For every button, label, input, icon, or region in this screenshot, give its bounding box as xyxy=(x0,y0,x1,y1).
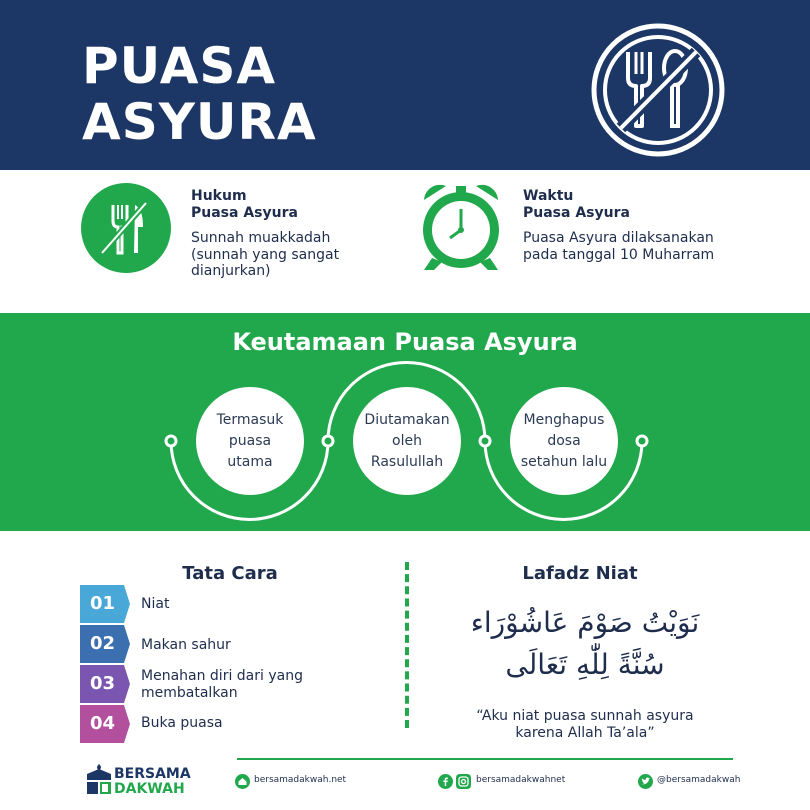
step-3-text xyxy=(141,668,303,701)
logo-text-dakwah: DAKWAH xyxy=(114,781,185,797)
step-2-text-line-1: Makan sahur xyxy=(141,637,231,653)
twitter-icon[interactable] xyxy=(638,774,653,789)
section-divider xyxy=(405,562,409,728)
keutamaan-item-2-line-3: Rasulullah xyxy=(370,453,444,470)
keutamaan-item-1-line-3: utama xyxy=(227,453,273,470)
waktu-description xyxy=(523,230,714,263)
alarm-clock-icon xyxy=(418,178,504,274)
hukum-title xyxy=(191,188,298,222)
hukum-desc-line-3: dianjurkan) xyxy=(191,263,271,279)
step-3-number: 03 xyxy=(89,673,116,694)
arabic-line-2: سُنَّةً لِلّٰهِ تَعَالَى xyxy=(505,648,665,681)
keutamaan-item-3-line-1: Menghapus xyxy=(523,411,605,428)
translation-line-1: “Aku niat puasa sunnah asyura xyxy=(476,708,694,724)
step-2-text xyxy=(141,637,231,654)
step-1-text xyxy=(141,596,169,613)
twitter-handle[interactable]: @bersamadakwah xyxy=(657,775,741,785)
keutamaan-item-1-line-1: Termasuk xyxy=(216,411,284,428)
step-4-number: 04 xyxy=(89,713,116,734)
social-handle-fb-ig[interactable]: bersamadakwahnet xyxy=(476,775,566,785)
title-line-1: PUASA xyxy=(82,37,277,95)
home-icon xyxy=(235,774,250,789)
step-4-text-line-1: Buka puasa xyxy=(141,715,223,731)
cutlery-icon xyxy=(80,183,172,273)
keutamaan-item-1-line-2: puasa xyxy=(228,432,272,449)
keutamaan-item-2 xyxy=(353,387,461,495)
step-1-text-line-1: Niat xyxy=(141,596,170,612)
step-2-number: 02 xyxy=(89,633,116,654)
keutamaan-title: Keutamaan Puasa Asyura xyxy=(232,328,578,356)
keutamaan-item-3 xyxy=(510,387,618,495)
title-line-2: ASYURA xyxy=(82,93,317,151)
keutamaan-item-3-line-2: dosa xyxy=(547,432,581,449)
arabic-line-1: نَوَيْتُ صَوْمَ عَاشُوْرَاء xyxy=(470,606,700,639)
logo-text-bersama: BERSAMA xyxy=(114,766,191,782)
hukum-title-line-1: Hukum xyxy=(191,188,247,204)
lafadz-translation xyxy=(430,708,740,741)
tata-cara-title: Tata Cara xyxy=(182,563,278,584)
instagram-icon[interactable] xyxy=(456,774,471,789)
step-3-text-line-2: membatalkan xyxy=(141,684,238,701)
facebook-icon[interactable] xyxy=(438,774,453,789)
keutamaan-item-2-line-2: oleh xyxy=(392,432,422,449)
no-eating-icon xyxy=(588,20,728,160)
waktu-desc-line-1: Puasa Asyura dilaksanakan xyxy=(523,230,714,246)
step-1-number: 01 xyxy=(89,593,116,614)
waktu-desc-line-2: pada tanggal 10 Muharram xyxy=(523,246,715,263)
keutamaan-item-3-line-3: setahun lalu xyxy=(520,453,608,470)
step-3-text-line-1: Menahan diri dari yang xyxy=(141,668,303,684)
translation-line-2: karena Allah Ta’ala” xyxy=(515,724,655,741)
website-link[interactable]: bersamadakwah.net xyxy=(254,775,347,785)
waktu-title-line-2: Puasa Asyura xyxy=(523,205,630,221)
keutamaan-item-2-line-1: Diutamakan xyxy=(364,411,450,428)
footer-divider xyxy=(237,758,733,760)
bersama-dakwah-logo-icon xyxy=(84,764,114,796)
hukum-title-line-2: Puasa Asyura xyxy=(191,205,298,221)
hukum-desc-line-1: Sunnah muakkadah xyxy=(191,230,331,246)
keutamaan-item-1 xyxy=(196,387,304,495)
step-4-text xyxy=(141,715,223,732)
page-title xyxy=(82,38,317,150)
lafadz-title: Lafadz Niat xyxy=(522,563,638,584)
hukum-description xyxy=(191,230,339,280)
hukum-desc-line-2: (sunnah yang sangat xyxy=(191,246,340,263)
waktu-title-line-1: Waktu xyxy=(523,188,574,204)
waktu-title xyxy=(523,188,630,222)
